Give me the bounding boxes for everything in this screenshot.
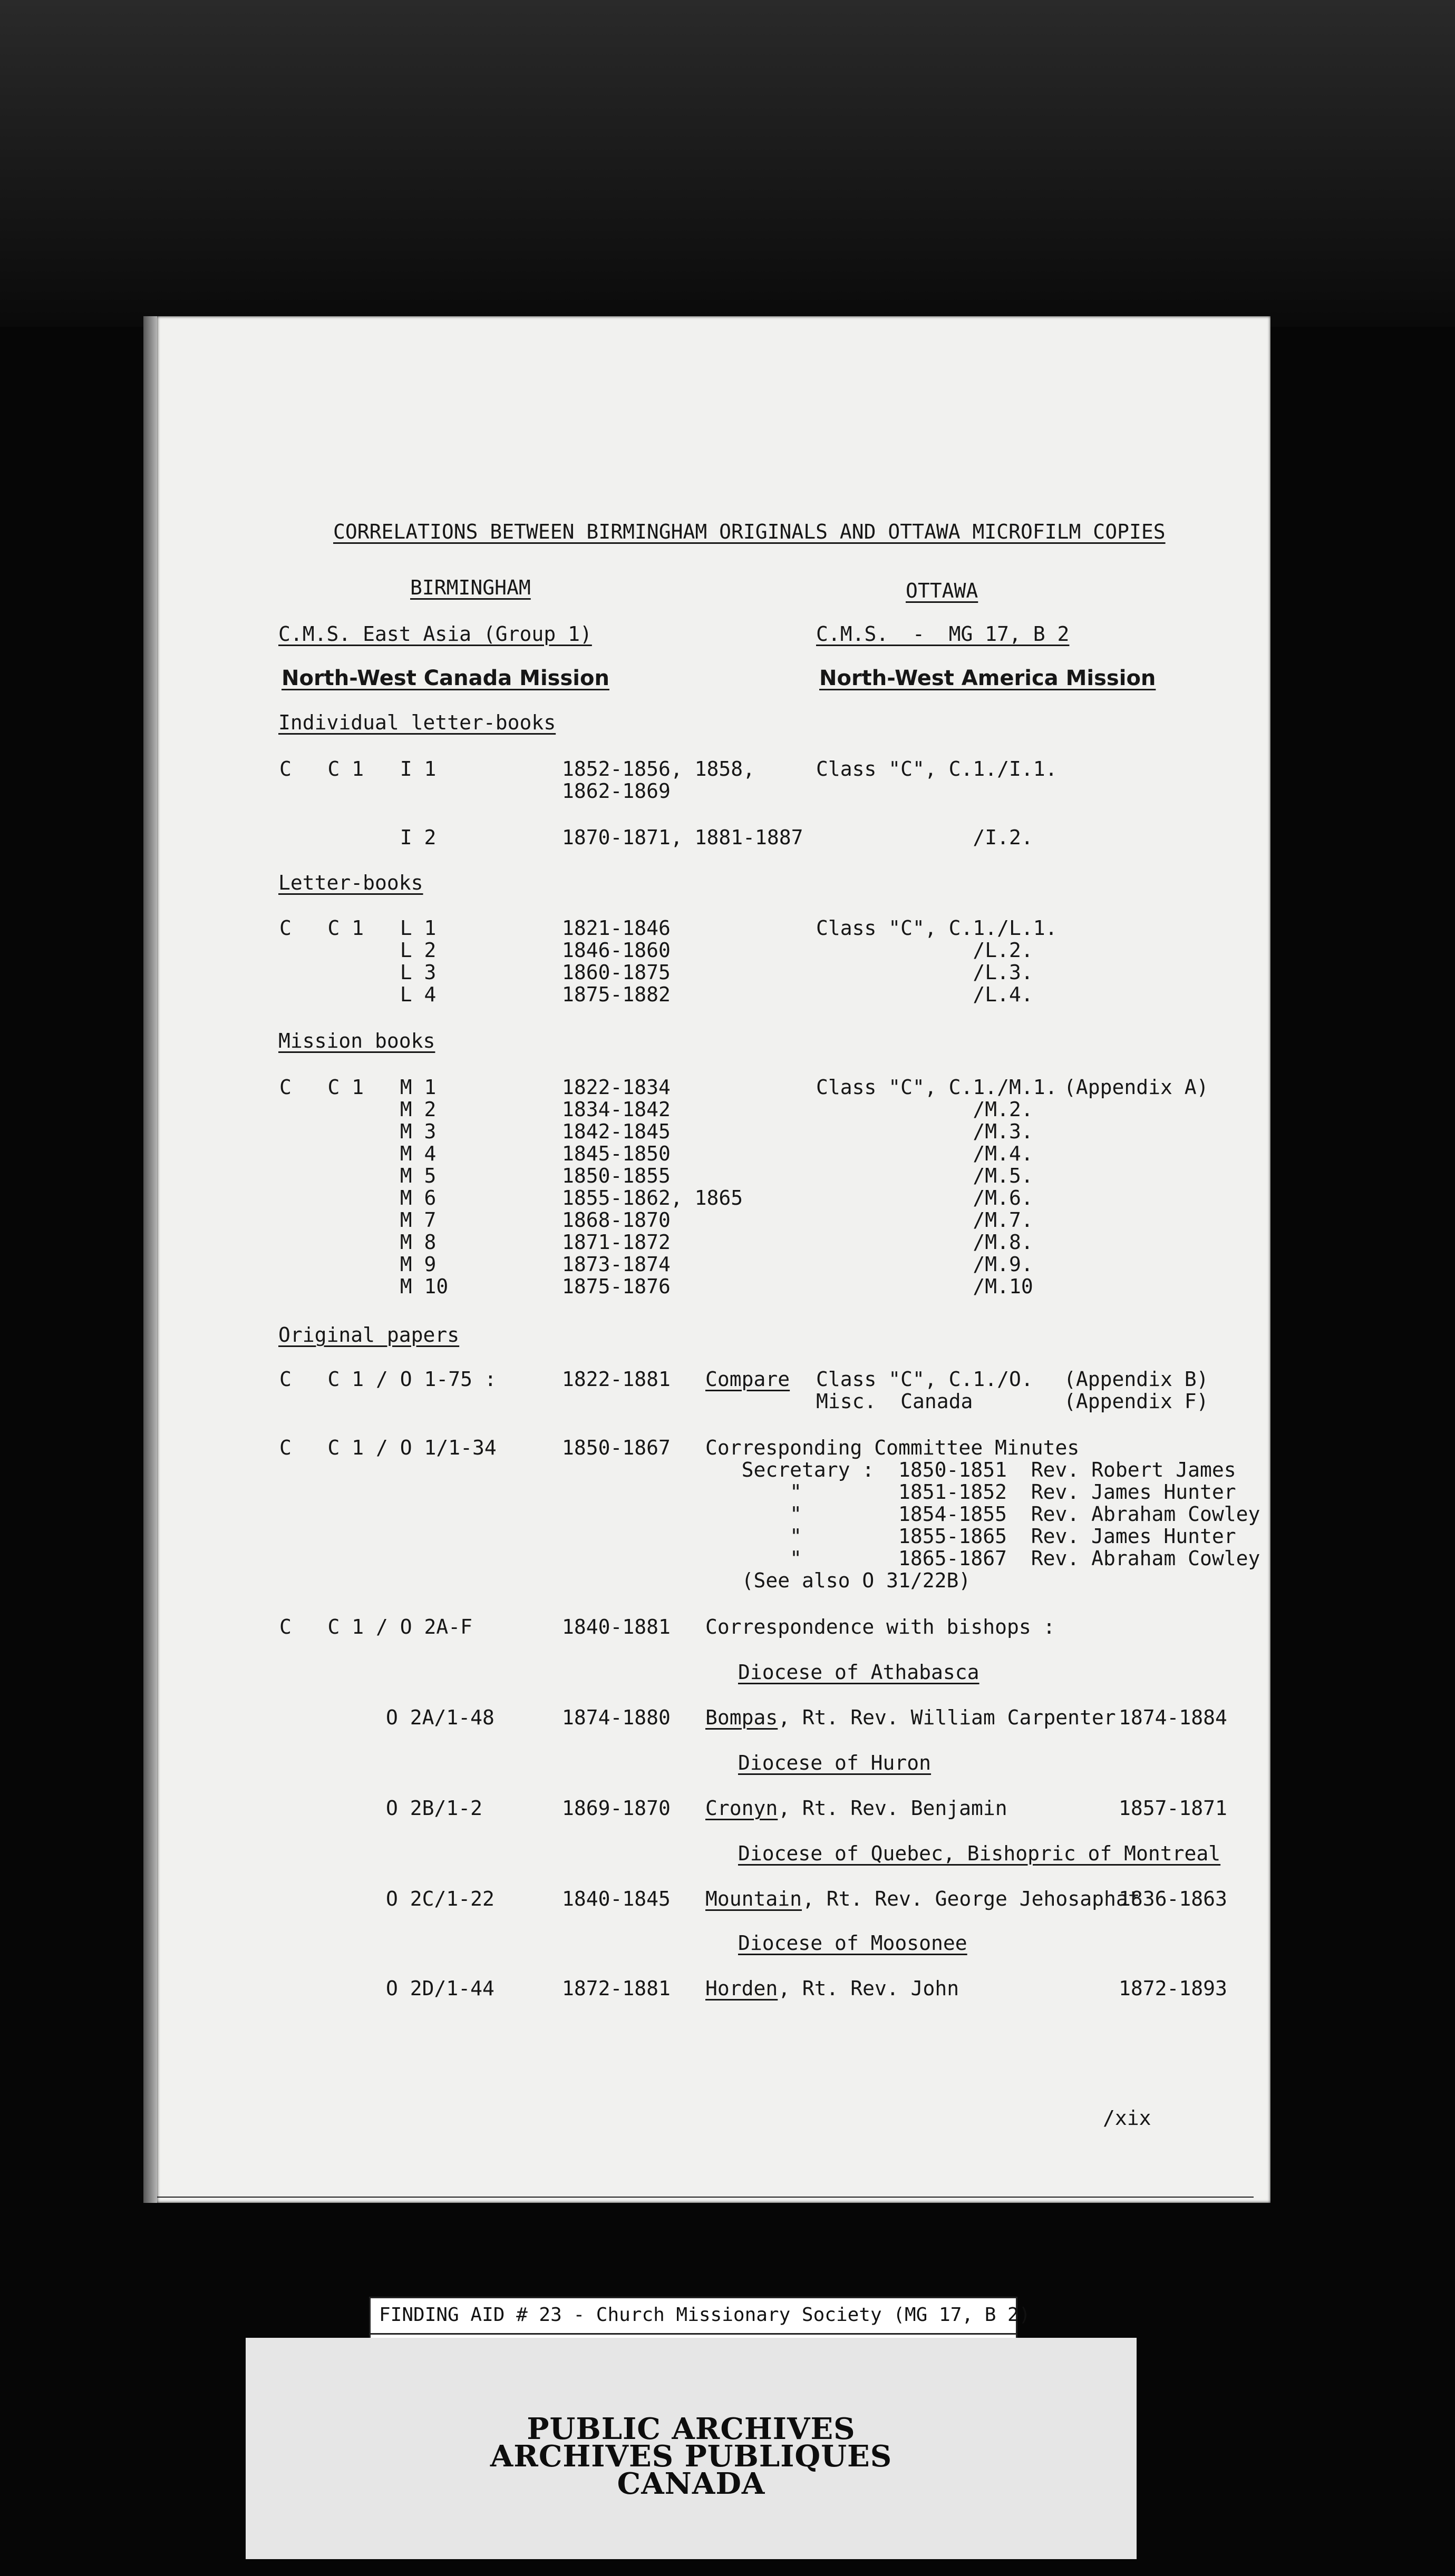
table-row-code: M 10 — [279, 1275, 449, 1298]
table-row-code: L 4 — [279, 983, 436, 1006]
table-row-dates: 1852-1856, 1858, — [562, 757, 755, 780]
table-row-dates: 1869-1870 — [562, 1797, 671, 1820]
table-row-dates: 1840-1845 — [562, 1887, 671, 1910]
bishop-tenure: 1836-1863 — [1119, 1887, 1227, 1910]
table-row-code: M 4 — [279, 1142, 436, 1165]
ottawa-mission: North-West America Mission — [819, 666, 1156, 690]
table-row-ref: /M.8. — [816, 1231, 1033, 1254]
table-row-ref: /L.4. — [816, 983, 1033, 1006]
table-row-code: M 9 — [279, 1253, 436, 1276]
section-heading-original-papers: Original papers — [278, 1323, 460, 1346]
table-row-dates: 1870-1871, 1881-1887 — [562, 826, 803, 849]
table-row-dates: 1822-1881 — [562, 1368, 671, 1391]
table-row-dates: 1840-1881 — [562, 1615, 671, 1638]
table-row-ref: Class "C", C.1./L.1. — [816, 916, 1058, 940]
section-heading-mission-books: Mission books — [278, 1029, 435, 1052]
page-number: /xix — [1103, 2106, 1151, 2130]
table-row-ref: /L.3. — [816, 961, 1033, 984]
bishop-name: , Rt. Rev. George Jehosaphat — [802, 1887, 1140, 1910]
bishop-tenure: 1872-1893 — [1119, 1977, 1227, 2000]
bishop-tenure: 1874-1884 — [1119, 1706, 1227, 1729]
bishop-name: , Rt. Rev. William Carpenter — [778, 1706, 1116, 1729]
table-row-code: M 8 — [279, 1231, 436, 1254]
table-row-dates: 1834-1842 — [562, 1098, 671, 1121]
section-heading-letter-books: Letter-books — [278, 871, 423, 894]
table-row-code: C C 1 M 1 — [279, 1076, 436, 1099]
table-row-code: O 2D/1-44 — [386, 1977, 494, 2000]
table-row-ref: /M.2. — [816, 1098, 1033, 1121]
table-row-dates: 1872-1881 — [562, 1977, 671, 2000]
table-row-code: I 2 — [279, 826, 436, 849]
diocese-heading: Diocese of Huron — [738, 1751, 932, 1774]
table-row-code: O 2C/1-22 — [386, 1887, 494, 1910]
committee-minutes-line: " 1854-1855 Rev. Abraham Cowley — [705, 1502, 1260, 1526]
table-row-ref: /M.4. — [816, 1142, 1033, 1165]
stamp-line-country: CANADA — [617, 2466, 765, 2501]
table-row-ref: /I.2. — [816, 826, 1033, 849]
diocese-heading: Diocese of Moosonee — [738, 1931, 967, 1955]
table-row-dates: 1875-1882 — [562, 983, 671, 1006]
table-row-code: L 3 — [279, 961, 436, 984]
table-row-dates: 1845-1850 — [562, 1142, 671, 1165]
appendix-b-note: (Appendix B) — [1064, 1368, 1209, 1391]
bishops-correspondence-label: Correspondence with bishops : — [705, 1615, 1055, 1638]
committee-minutes-line: (See also O 31/22B) — [705, 1569, 971, 1592]
table-row-dates: 1850-1855 — [562, 1164, 671, 1187]
birmingham-mission: North-West Canada Mission — [282, 666, 609, 690]
committee-minutes-line: " 1865-1867 Rev. Abraham Cowley — [705, 1547, 1260, 1570]
table-row-code: M 7 — [279, 1208, 436, 1232]
bishop-surname: Horden — [705, 1977, 778, 2000]
committee-minutes-line: Corresponding Committee Minutes — [705, 1436, 1080, 1459]
bishop-surname: Bompas — [705, 1706, 778, 1729]
bishop-name: , Rt. Rev. Benjamin — [778, 1797, 1007, 1820]
label-divider — [371, 2333, 1016, 2335]
document-page — [157, 316, 1270, 2203]
section-heading-individual: Individual letter-books — [278, 711, 556, 734]
table-row-dates: 1846-1860 — [562, 939, 671, 962]
table-row-ref: /M.6. — [816, 1186, 1033, 1209]
table-row-code: L 2 — [279, 939, 436, 962]
birmingham-heading: BIRMINGHAM — [410, 576, 531, 599]
table-row-ref: /L.2. — [816, 939, 1033, 962]
bishop-surname: Cronyn — [705, 1797, 778, 1820]
diocese-heading: Diocese of Athabasca — [738, 1661, 979, 1684]
stamp-line-english: PUBLIC ARCHIVES — [527, 2412, 856, 2446]
table-row-dates: 1860-1875 — [562, 961, 671, 984]
table-row-code: M 3 — [279, 1120, 436, 1143]
table-row-code: M 5 — [279, 1164, 436, 1187]
ottawa-group: C.M.S. - MG 17, B 2 — [816, 622, 1070, 646]
appendix-f-note: (Appendix F) — [1064, 1390, 1209, 1413]
table-row-ref: Class "C", C.1./I.1. — [816, 757, 1058, 780]
table-row-code: C C 1 L 1 — [279, 916, 436, 940]
table-row-dates: 1874-1880 — [562, 1706, 671, 1729]
diocese-heading: Diocese of Quebec, Bishopric of Montreal — [738, 1842, 1221, 1865]
table-row-ref: /M.9. — [816, 1253, 1033, 1276]
table-row-ref: Class "C", C.1./M.1. — [816, 1076, 1058, 1099]
table-row-dates: 1868-1870 — [562, 1208, 671, 1232]
table-row-dates: 1875-1876 — [562, 1275, 671, 1298]
table-row-code: M 6 — [279, 1186, 436, 1209]
table-row-code: O 2B/1-2 — [386, 1797, 483, 1820]
birmingham-group: C.M.S. East Asia (Group 1) — [278, 622, 592, 646]
table-row-code: C C 1 I 1 — [279, 757, 436, 780]
stamp-line-french: ARCHIVES PUBLIQUES — [490, 2439, 893, 2474]
table-row-code: M 2 — [279, 1098, 436, 1121]
table-row-ref: /M.7. — [816, 1208, 1033, 1232]
table-row-dates: 1855-1862, 1865 — [562, 1186, 743, 1209]
bishop-tenure: 1857-1871 — [1119, 1797, 1227, 1820]
film-border-top — [0, 0, 1455, 327]
table-row-dates: 1842-1845 — [562, 1120, 671, 1143]
archives-stamp — [246, 2338, 1137, 2559]
table-row-dates: 1873-1874 — [562, 1253, 671, 1276]
compare-note: Compare — [705, 1368, 790, 1391]
finding-aid-title: FINDING AID # 23 - Church Missionary Society (MG 17, B 2) — [379, 2304, 1031, 2326]
committee-minutes-line: Secretary : 1850-1851 Rev. Robert James — [705, 1458, 1236, 1481]
table-row-code: O 2A/1-48 — [386, 1706, 494, 1729]
table-row-dates: 1862-1869 — [562, 779, 671, 803]
document-title: CORRELATIONS BETWEEN BIRMINGHAM ORIGINALS AND OTTAWA MICROFILM COPIES — [333, 520, 1166, 543]
table-row-dates: 1822-1834 — [562, 1076, 671, 1099]
table-row-ref: Misc. Canada — [816, 1390, 973, 1413]
table-row-dates: 1871-1872 — [562, 1231, 671, 1254]
table-row-code: C C 1 / O 1-75 : — [279, 1368, 497, 1391]
bishop-surname: Mountain — [705, 1887, 802, 1910]
ottawa-heading: OTTAWA — [906, 579, 978, 602]
table-row-code: C C 1 / O 2A-F — [279, 1615, 473, 1638]
table-row-dates: 1821-1846 — [562, 916, 671, 940]
bishop-name: , Rt. Rev. John — [778, 1977, 959, 2000]
bottom-rule — [157, 2197, 1254, 2198]
table-row-ref: /M.3. — [816, 1120, 1033, 1143]
committee-minutes-line: " 1851-1852 Rev. James Hunter — [705, 1480, 1236, 1504]
table-row-code: C C 1 / O 1/1-34 — [279, 1436, 497, 1459]
table-row-ref: /M.5. — [816, 1164, 1033, 1187]
appendix-a-note: (Appendix A) — [1064, 1076, 1209, 1099]
table-row-ref: /M.10 — [816, 1275, 1033, 1298]
table-row-ref: Class "C", C.1./O. — [816, 1368, 1033, 1391]
table-row-dates: 1850-1867 — [562, 1436, 671, 1459]
committee-minutes-line: " 1855-1865 Rev. James Hunter — [705, 1525, 1236, 1548]
